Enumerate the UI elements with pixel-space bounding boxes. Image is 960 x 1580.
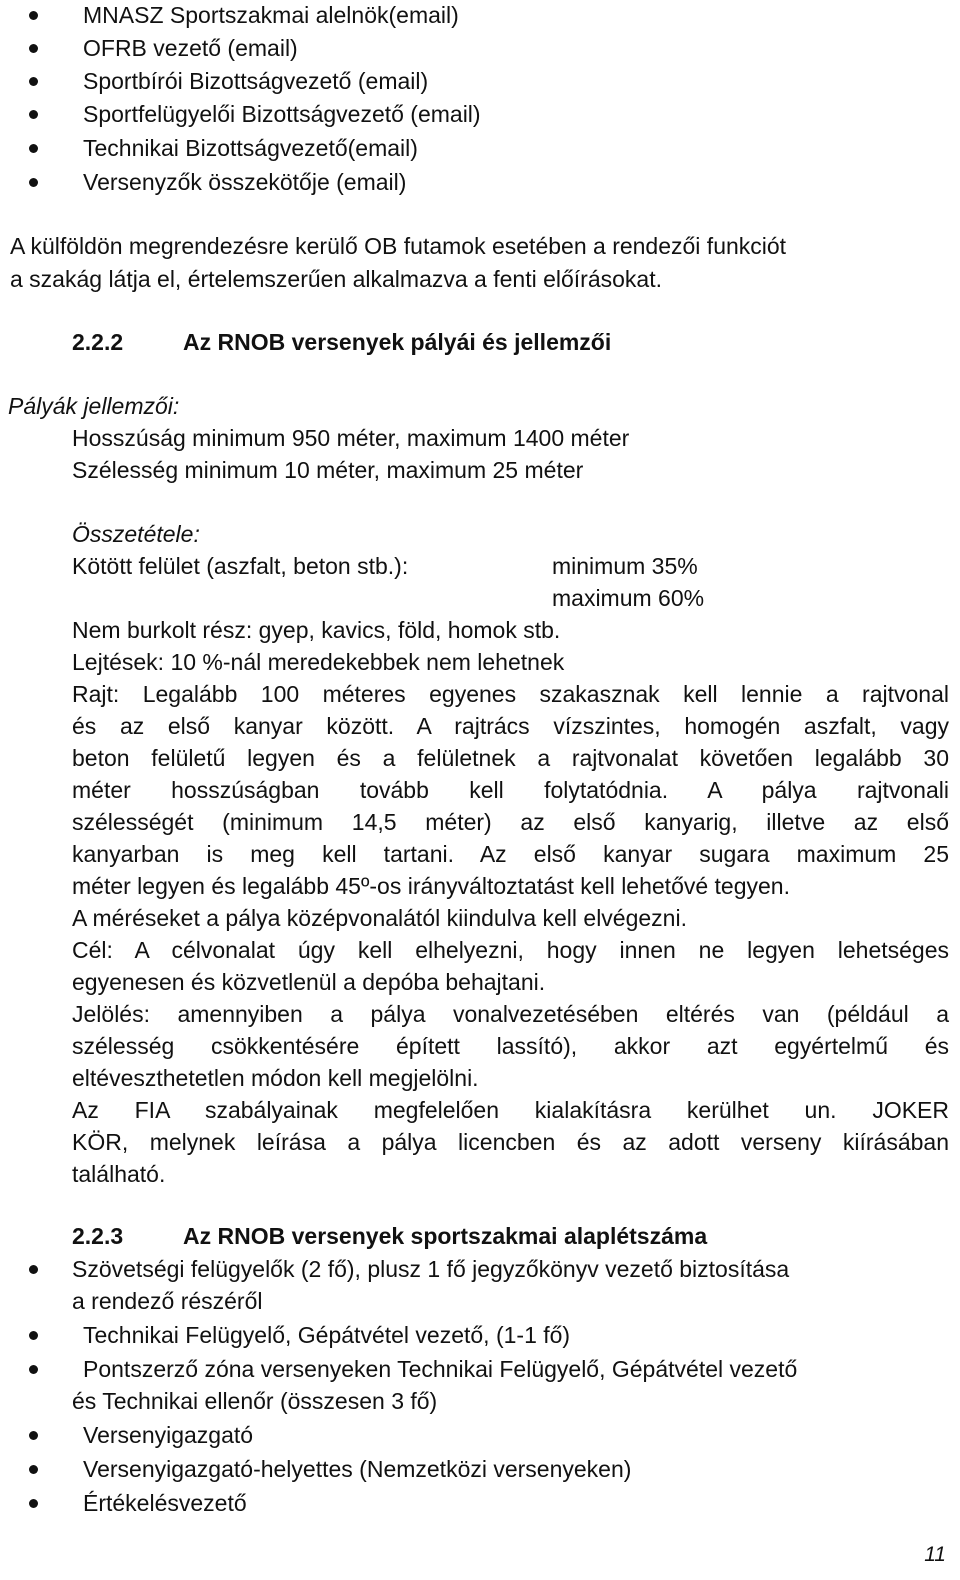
bullet-icon: [29, 44, 38, 53]
list-item: Versenyigazgató-helyettes (Nemzetközi versenyeken): [83, 1456, 632, 1482]
section-title: Az RNOB versenyek sportszakmai alaplétszáma: [183, 1223, 708, 1249]
list-item: MNASZ Sportszakmai alelnök(email): [83, 2, 459, 28]
bullet-icon: [29, 1465, 38, 1474]
list-item: Pontszerző zóna versenyeken Technikai Felügyelő, Gépátvétel vezető: [83, 1356, 798, 1382]
bullet-icon: [29, 1499, 38, 1508]
paragraph-line: található.: [72, 1161, 166, 1187]
subsection-label: Pályák jellemzői:: [8, 393, 180, 419]
list-item: Értékelésvezető: [83, 1490, 247, 1516]
section-number: 2.2.2: [72, 329, 124, 355]
list-item: Technikai Bizottságvezető(email): [83, 135, 418, 161]
paragraph-line: A méréseket a pálya középvonalától kiindulva kell elvégezni.: [72, 905, 687, 931]
list-item: a rendező részéről: [72, 1288, 263, 1314]
spec-line: Kötött felület (aszfalt, beton stb.):: [72, 553, 409, 579]
bullet-icon: [29, 1431, 38, 1440]
list-item: Technikai Felügyelő, Gépátvétel vezető, (1-1 fő): [83, 1322, 571, 1348]
paragraph-line: A külföldön megrendezésre kerülő OB futamok esetében a rendezői funkciót: [10, 233, 787, 259]
bullet-icon: [29, 1365, 38, 1374]
list-item: Sportbírói Bizottságvezető (email): [83, 68, 429, 94]
spec-value: minimum 35%: [552, 553, 698, 579]
spec-value: maximum 60%: [552, 585, 705, 611]
list-item: Versenyigazgató: [83, 1422, 254, 1448]
paragraph-line: kanyarban is meg kell tartani. Az első kanyar sugara maximum 25: [72, 841, 949, 867]
spec-line: Szélesség minimum 10 méter, maximum 25 méter: [72, 457, 584, 483]
bullet-icon: [29, 110, 38, 119]
section-title: Az RNOB versenyek pályái és jellemzői: [183, 329, 612, 355]
spec-line: Hosszúság minimum 950 méter, maximum 1400 méter: [72, 425, 630, 451]
list-item: Szövetségi felügyelők (2 fő), plusz 1 fő jegyzőkönyv vezető biztosítása: [72, 1256, 790, 1282]
paragraph-line: szélesség csökkentésére épített lassító), akkor azt egyértelmű és: [72, 1033, 949, 1059]
bullet-icon: [29, 11, 38, 20]
list-item: Versenyzők összekötője (email): [83, 169, 407, 195]
paragraph-line: szélességét (minimum 14,5 méter) az első kanyarig, illetve az első: [72, 809, 949, 835]
section-number: 2.2.3: [72, 1223, 124, 1249]
paragraph-line: méter hosszúságban tovább kell folytatódnia. A pálya rajtvonali: [72, 777, 949, 803]
spec-line: Nem burkolt rész: gyep, kavics, föld, homok stb.: [72, 617, 561, 643]
paragraph-line: és az első kanyar között. A rajtrács vízszintes, homogén aszfalt, vagy: [72, 713, 949, 739]
paragraph-line: a szakág látja el, értelemszerűen alkalmazva a fenti előírásokat.: [10, 266, 662, 292]
paragraph-line: beton felületű legyen és a felületnek a rajtvonalat követően legalább 30: [72, 745, 949, 771]
bullet-icon: [29, 1331, 38, 1340]
list-item: Sportfelügyelői Bizottságvezető (email): [83, 101, 481, 127]
bullet-icon: [29, 178, 38, 187]
paragraph-line: méter legyen és legalább 45º-os irányváltoztatást kell lehetővé tegyen.: [72, 873, 790, 899]
paragraph-line: Jelölés: amennyiben a pálya vonalvezetésében eltérés van (például a: [72, 1001, 949, 1027]
list-item: és Technikai ellenőr (összesen 3 fő): [72, 1388, 438, 1414]
bullet-icon: [29, 1265, 38, 1274]
paragraph-line: Cél: A célvonalat úgy kell elhelyezni, hogy innen ne legyen lehetséges: [72, 937, 949, 963]
subsection-label: Összetétele:: [72, 521, 200, 547]
paragraph-line: Rajt: Legalább 100 méteres egyenes szakasznak kell lennie a rajtvonal: [72, 681, 949, 707]
page-number: 11: [924, 1543, 946, 1566]
paragraph-line: KÖR, melynek leírása a pálya licencben és az adott verseny kiírásában: [72, 1129, 949, 1155]
bullet-icon: [29, 144, 38, 153]
paragraph-line: Az FIA szabályainak megfelelően kialakításra kerülhet un. JOKER: [72, 1097, 949, 1123]
paragraph-line: eltéveszthetetlen módon kell megjelölni.: [72, 1065, 479, 1091]
bullet-icon: [29, 77, 38, 86]
spec-line: Lejtések: 10 %-nál meredekebbek nem lehetnek: [72, 649, 565, 675]
list-item: OFRB vezető (email): [83, 35, 298, 61]
paragraph-line: egyenesen és közvetlenül a depóba behajtani.: [72, 969, 546, 995]
